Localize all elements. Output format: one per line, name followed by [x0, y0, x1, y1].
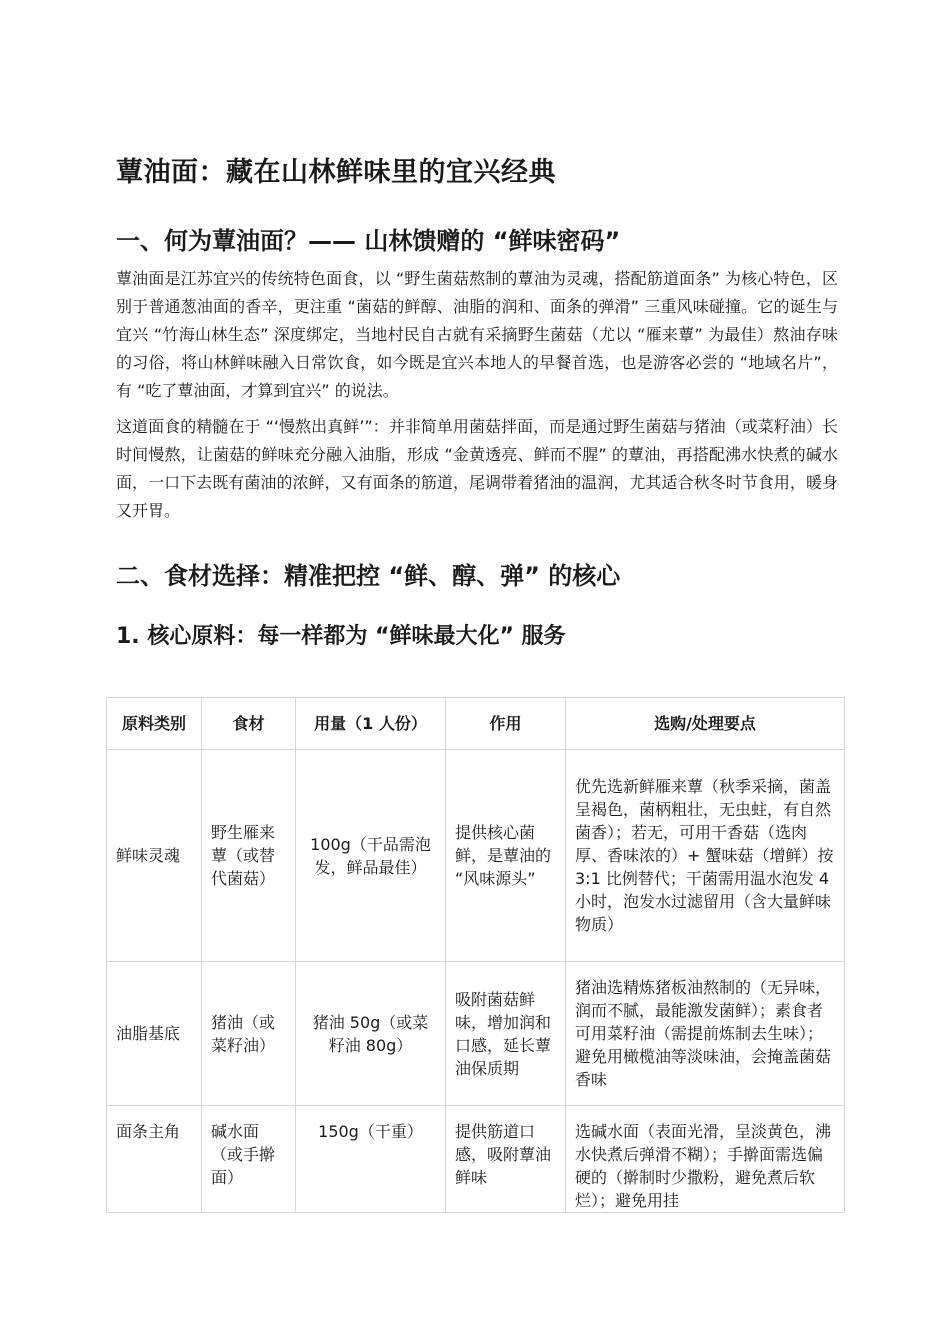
cell-tips: 优先选新鲜雁来蕈（秋季采摘，菌盖呈褐色，菌柄粗壮，无虫蛀，有自然菌香）；若无，可用干香菇（选肉厚、香味浓的）+ 蟹味菇（增鲜）按 3:1 比例替代；干菌需用温水泡发 4 小时，泡发水过滤留用（含大量鲜味物质）	[566, 750, 845, 962]
cell-role: 吸附菌菇鲜味，增加润和口感，延长蕈油保质期	[446, 962, 566, 1106]
table-header-row	[107, 698, 845, 750]
cell-amount: 100g（干品需泡发，鲜品最佳）	[296, 750, 446, 962]
cell-category: 油脂基底	[107, 962, 202, 1106]
cell-amount	[296, 1106, 446, 1213]
section-1-heading: 一、何为蕈油面？—— 山林馈赠的 “鲜味密码”	[116, 227, 621, 255]
cell-ingredient	[202, 1106, 296, 1213]
header-role: 作用	[446, 698, 566, 750]
cell-tips: 猪油选精炼猪板油熬制的（无异味，润而不腻，最能激发菌鲜）；素食者可用菜籽油（需提前炼制去生味）；避免用橄榄油等淡味油，会掩盖菌菇香味	[566, 962, 845, 1106]
table-row	[107, 962, 845, 1106]
cell-ingredient-text: 碱水面（或手擀面）	[211, 1122, 276, 1187]
cell-amount-text: 150g（干重）	[318, 1122, 423, 1141]
header-category: 原料类别	[107, 698, 202, 750]
cell-category-text: 面条主角	[116, 1122, 181, 1141]
section-2-subheading: 1. 核心原料：每一样都为 “鲜味最大化” 服务	[116, 624, 566, 649]
cell-role-text: 提供筋道口感，吸附蕈油鲜味	[455, 1122, 552, 1187]
cell-role: 提供核心菌鲜，是蕈油的 “风味源头”	[446, 750, 566, 962]
document-title: 蕈油面：藏在山林鲜味里的宜兴经典	[116, 157, 556, 188]
header-ingredient: 食材	[202, 698, 296, 750]
header-tips: 选购/处理要点	[566, 698, 845, 750]
cell-category	[107, 1106, 202, 1213]
table-row	[107, 1106, 845, 1213]
cell-ingredient: 猪油（或菜籽油）	[202, 962, 296, 1106]
cell-role	[446, 1106, 566, 1213]
cell-ingredient: 野生雁来蕈（或替代菌菇）	[202, 750, 296, 962]
cell-tips	[566, 1106, 845, 1213]
cell-tips-text: 选碱水面（表面光滑，呈淡黄色，沸水快煮后弹滑不糊）；手擀面需选偏硬的（擀制时少撒粉，避免煮后软烂）；避免用挂	[575, 1122, 832, 1210]
cell-category: 鲜味灵魂	[107, 750, 202, 962]
header-amount: 用量（1 人份）	[296, 698, 446, 750]
section-1-paragraph-1: 蕈油面是江苏宜兴的传统特色面食，以 “野生菌菇熬制的蕈油为灵魂，搭配筋道面条” 为核心特色，区别于普通葱油面的香辛，更注重 “菌菇的鲜醇、油脂的润和、面条的弹滑” 三重风味碰撞。它的诞生与宜兴 “竹海山林生态” 深度绑定，当地村民自古就有采摘野生菌菇（尤以 “雁来蕈” 为最佳）熬油存味的习俗，将山林鲜味融入日常饮食，如今既是宜兴本地人的早餐首选，也是游客必尝的 “地域名片”，有 “吃了蕈油面，才算到宜兴” 的说法。	[116, 269, 838, 400]
ingredients-table	[106, 697, 845, 1213]
table-row	[107, 750, 845, 962]
section-1-paragraph-2: 这道面食的精髓在于 “‘慢熬出真鲜’”：并非简单用菌菇拌面，而是通过野生菌菇与猪油（或菜籽油）长时间慢熬，让菌菇的鲜味充分融入油脂，形成 “金黄透亮、鲜而不腥” 的蕈油，再搭配沸水快煮的碱水面，一口下去既有菌油的浓鲜，又有面条的筋道，尾调带着猪油的温润，尤其适合秋冬时节食用，暖身又开胃。	[116, 417, 838, 520]
cell-amount: 猪油 50g（或菜籽油 80g）	[296, 962, 446, 1106]
section-2-heading: 二、食材选择：精准把控 “鲜、醇、弹” 的核心	[116, 562, 621, 590]
